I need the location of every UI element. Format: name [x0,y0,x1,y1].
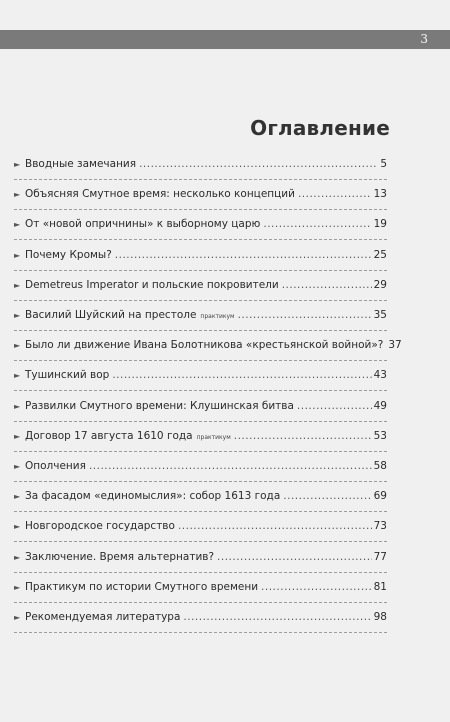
toc-entry-title: Рекомендуемая литература [25,611,181,623]
triangle-bullet-icon: ► [14,522,21,532]
toc-entry[interactable] [14,331,402,361]
toc-entry[interactable] [14,271,387,301]
toc-entry-line [14,551,387,565]
toc-entry-line [14,218,387,232]
toc-entry-line [14,400,387,414]
toc-entry[interactable] [14,241,387,271]
toc-entry-line [14,490,387,504]
header-bar [0,30,450,49]
dot-leader [139,158,378,170]
triangle-bullet-icon: ► [14,431,21,441]
dot-leader [298,188,372,200]
toc-entry[interactable] [14,210,387,240]
toc-entry-page-number: 25 [373,248,387,261]
dot-leader [217,551,372,563]
toc-entry-page-number: 58 [373,460,387,472]
toc-entry[interactable] [14,543,387,573]
triangle-bullet-icon: ► [14,492,21,502]
toc-entry-title: Василий Шуйский на престоле [25,309,197,321]
toc-entry-page-number: 98 [373,611,387,623]
toc-entry-title: Тушинский вор [25,369,110,382]
toc-entry-line [14,520,387,534]
toc-entry-line [14,339,402,353]
toc-entry-note: практикум [196,433,231,441]
toc-entry-page-number: 73 [373,520,387,533]
dot-leader [263,218,371,230]
toc-entry-page-number: 53 [373,429,387,442]
toc-entry-page-number: 13 [373,188,387,201]
triangle-bullet-icon: ► [14,220,21,230]
dot-leader [283,490,371,502]
dot-leader [234,430,372,442]
toc-entry-page-number: 69 [373,490,387,503]
toc-entry[interactable] [14,392,387,422]
triangle-bullet-icon: ► [14,311,21,320]
triangle-bullet-icon: ► [14,341,21,351]
toc-entry-line [14,249,387,263]
triangle-bullet-icon: ► [14,613,21,622]
toc-entry[interactable] [14,512,387,542]
dot-leader [115,249,372,261]
toc-entry-title: Почему Кромы? [25,248,112,261]
toc-entry-line [14,581,387,595]
triangle-bullet-icon: ► [14,250,21,260]
toc-entry-page-number: 49 [373,399,387,412]
toc-entry-page-number: 43 [373,369,387,382]
toc-entry-line [14,369,387,383]
dot-leader [112,369,371,381]
dot-leader [261,581,372,593]
toc-entry-title: Объясняя Смутное время: несколько концепций [25,188,295,201]
toc-entry[interactable] [14,452,387,482]
toc-entry-line [14,279,387,293]
toc-entry-title: Было ли движение Ивана Болотникова «крестьянской войной»? [25,339,384,352]
toc-entry[interactable] [14,603,387,633]
toc-entry-line [14,611,387,625]
toc-entry-title: Практикум по истории Смутного времени [25,580,259,593]
triangle-bullet-icon: ► [14,462,21,471]
dot-leader [178,520,372,532]
toc-entry-title: Demetreus Imperator и польские покровители [25,278,279,291]
toc-entry-page-number: 5 [380,158,387,170]
toc-entry-page-number: 81 [373,580,387,593]
toc-entry-page-number: 37 [388,339,402,352]
triangle-bullet-icon: ► [14,552,21,562]
toc-entry-note: практикум [200,313,235,320]
toc-entry-page-number: 29 [373,278,387,291]
dot-leader [89,460,372,472]
toc-entry[interactable] [14,301,387,331]
dot-leader [282,279,372,291]
toc-entry-title: Развилки Смутного времени: Клушинская битва [25,399,294,412]
dot-leader [183,611,371,623]
toc-entry-title: Договор 17 августа 1610 года [25,429,193,442]
toc-entry[interactable] [14,150,387,180]
toc-entry-line [14,460,387,474]
toc-entry-title: От «новой опричнины» к выборному царю [25,218,261,231]
toc-entry-line [14,309,387,323]
toc-entry-title: Ополчения [25,460,86,472]
toc-entry-title: За фасадом «единомыслия»: собор 1613 года [25,490,281,503]
dot-leader [297,400,372,412]
dashed-separator [14,632,387,633]
toc-entry[interactable] [14,422,387,452]
toc-entry-line [14,430,387,444]
page-number: 3 [420,32,428,46]
triangle-bullet-icon: ► [14,190,21,200]
triangle-bullet-icon: ► [14,401,21,411]
toc-entry[interactable] [14,180,387,210]
toc-entry-line [14,188,387,202]
toc-entry-line [14,158,387,172]
toc-entry[interactable] [14,482,387,512]
toc-entry[interactable] [14,573,387,603]
triangle-bullet-icon: ► [14,371,21,381]
toc-entry[interactable] [14,361,387,391]
toc-entry-page-number: 35 [373,309,387,321]
triangle-bullet-icon: ► [14,582,21,592]
dot-leader [238,309,372,321]
triangle-bullet-icon: ► [14,280,21,290]
toc-entry-page-number: 77 [373,550,387,563]
toc-entry-title: Новгородское государство [25,520,175,533]
triangle-bullet-icon: ► [14,160,21,169]
toc-entry-title: Вводные замечания [25,158,137,170]
toc-entry-page-number: 19 [373,218,387,231]
toc-entry-title: Заключение. Время альтернатив? [25,550,215,563]
page-title: Оглавление [250,116,390,140]
